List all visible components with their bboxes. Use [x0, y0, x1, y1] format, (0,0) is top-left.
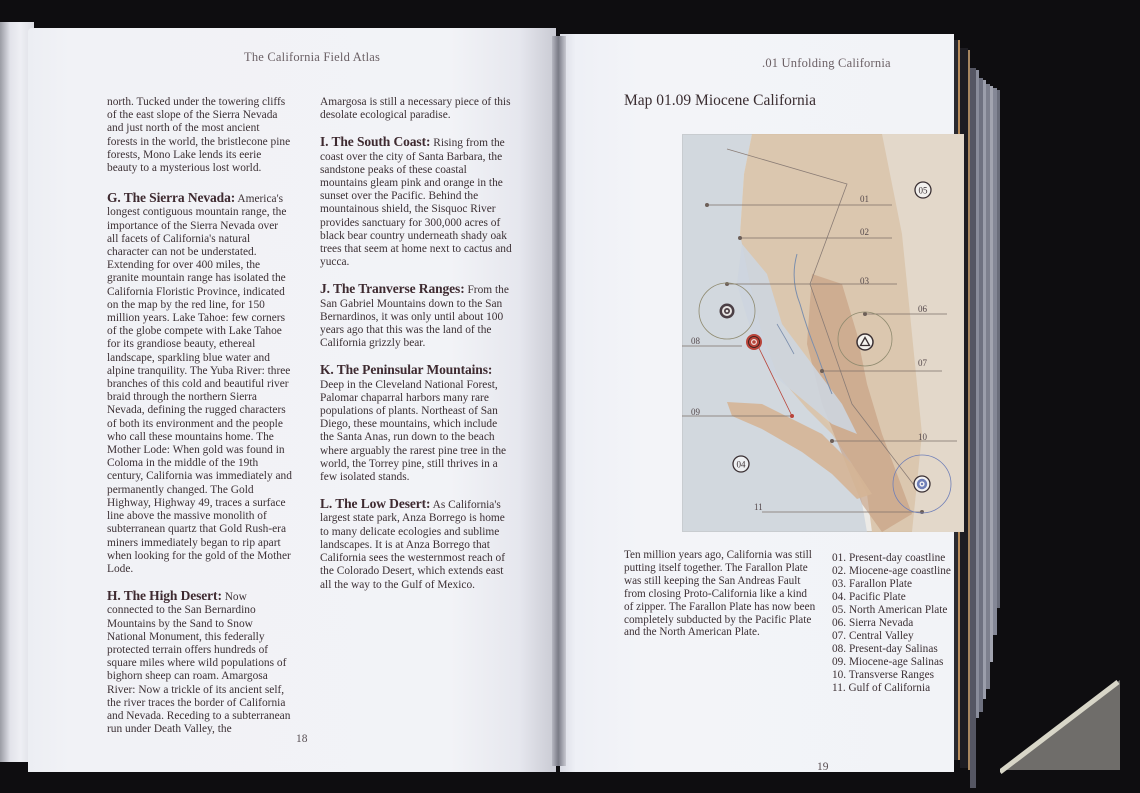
section-heading: J. The Tranverse Ranges:	[320, 281, 465, 297]
svg-text:08: 08	[691, 336, 700, 346]
running-head-left: The California Field Atlas	[244, 50, 381, 64]
salinas-miocene-red-icon	[746, 334, 762, 350]
text-column-2	[320, 96, 513, 605]
section-k	[320, 363, 513, 484]
page-number-right: 19	[817, 761, 829, 773]
section-heading: K. The Peninsular Mountains:	[320, 362, 493, 378]
gulf-blue-icon	[914, 476, 930, 492]
sierra-nevada-triangle-icon	[857, 334, 873, 350]
map-illustration	[682, 134, 964, 532]
svg-text:06: 06	[918, 304, 927, 314]
svg-text:02: 02	[860, 227, 869, 237]
north-american-plate-05-icon	[915, 182, 931, 198]
section-body: As California's largest state park, Anza Borrego is home to many delicate ecologies and sublime landscapes. It is at Anza Borrego that California sees the westernmost reach of the Colorado Desert, which extends east all the way to the Gulf of Mexico.	[320, 499, 506, 591]
section-heading: H. The High Desert:	[107, 588, 222, 604]
map-title: Map 01.09 Miocene California	[624, 92, 816, 109]
paragraph: Amargosa is still a necessary piece of this desolate ecological paradise.	[320, 96, 511, 122]
section-body: Now connected to the San Bernardino Mountains by the Sand to Snow National Monument, this federally protected terrain offers hundreds of square miles where wild populations of bighorn sheep can roam. Amargosa River: Now a trickle of its ancient self, the river traces the border of California and Nevada. Receding to a subterranean run under Death Valley, the	[107, 591, 291, 736]
miocene-california-map	[682, 134, 964, 532]
page-corner-edge	[1000, 680, 1130, 780]
svg-text:05: 05	[918, 185, 928, 196]
section-heading: G. The Sierra Nevada:	[107, 190, 236, 206]
svg-text:01: 01	[860, 194, 869, 204]
legend-item: 03. Farallon Plate	[832, 578, 913, 590]
svg-text:03: 03	[860, 276, 869, 286]
section-body: Deep in the Cleveland National Forest, Palomar chaparral harbors many rare populations of plants. Northeast of San Diego, these mountains, which include the Santa Anas, run down to the beach where arguably the rarest pine tree in the world, the Torrey pine, still thrives in a few isolated stands.	[320, 378, 507, 484]
book-gutter	[552, 36, 566, 766]
map-caption: Ten million years ago, California was still putting itself together. The Farallon Plate was still keeping the San Andreas Fault from closing Proto-California like a kind of zipper. The Farallon Plate has now been completely subducted by the Pacific Plate and the North American Plate.	[624, 549, 816, 639]
legend-item: 02. Miocene-age coastline	[832, 565, 951, 577]
svg-text:04: 04	[736, 459, 746, 470]
svg-text:11: 11	[754, 502, 763, 512]
legend-item: 11. Gulf of California	[832, 682, 931, 694]
section-heading: L. The Low Desert:	[320, 496, 431, 512]
legend-item: 04. Pacific Plate	[832, 591, 906, 603]
section-heading: I. The South Coast:	[320, 134, 431, 150]
svg-text:10: 10	[918, 432, 927, 442]
legend-item: 01. Present-day coastline	[832, 552, 946, 564]
svg-text:09: 09	[691, 407, 700, 417]
map-legend	[832, 552, 951, 695]
legend-item: 08. Present-day Salinas	[832, 643, 938, 655]
legend-item: 09. Miocene-age Salinas	[832, 656, 944, 668]
section-j	[320, 282, 513, 350]
page-stack-edge	[954, 40, 1140, 760]
section-l	[320, 497, 513, 591]
section-g	[107, 191, 292, 576]
salinas-present-icon	[720, 304, 735, 319]
legend-item: 06. Sierra Nevada	[832, 617, 914, 629]
svg-text:07: 07	[918, 358, 927, 368]
section-body: America's longest contiguous mountain range, the importance of the Sierra Nevada over all facets of California's natural character can not be understated. Extending for over 400 miles, the granite mountain range has isolated the California Floristic Province, indicated on the map by the red line, for 150 million years. Lake Tahoe: few corners of the globe compete with Lake Tahoe for its grandiose beauty, ethereal landscape, sparkling blue water and alpine tranquility. The Yuba River: three branches of this cold and beautiful river braid through the northern Sierra Nevada, defining the rugged characters of both its environment and the people who call these mountains home. The Mother Lode: When gold was found in Coloma in the middle of the 19th century, California was immediately and permanently changed. The Gold Highway, Highway 49, traces a surface line above the massive monolith of subterranean quartz that Gold Rush-era miners immediately began to rip apart when looking for the gold of the Mother Lode.	[107, 193, 292, 575]
legend-item: 05. North American Plate	[832, 604, 948, 616]
pacific-plate-04-icon	[733, 456, 749, 472]
section-i	[320, 135, 513, 269]
section-body: Rising from the coast over the city of Santa Barbara, the sandstone peaks of these coastal mountains gleam pink and orange in the sunset over the Pacific. Behind the mountainous shield, the Sisquoc River provides sanctuary for 300,000 acres of black bear country underneath shady oak trees that seem at home next to cactus and yucca.	[320, 137, 512, 269]
legend-item: 07. Central Valley	[832, 630, 914, 642]
legend-item: 10. Transverse Ranges	[832, 669, 934, 681]
running-head-right: .01 Unfolding California	[762, 56, 891, 70]
paragraph: north. Tucked under the towering cliffs of the east slope of the Sierra Nevada and just north of the most ancient forests in the world, the bristlecone pine forests, Mono Lake lends its eerie beauty to a mysterious lost world.	[107, 96, 291, 175]
section-h	[107, 589, 292, 736]
page-number-left: 18	[296, 733, 308, 745]
text-column-1	[107, 96, 292, 749]
section-body: From the San Gabriel Mountains down to the San Bernardinos, it was only until about 100 years ago that this was the land of the California grizzly bear.	[320, 284, 509, 350]
